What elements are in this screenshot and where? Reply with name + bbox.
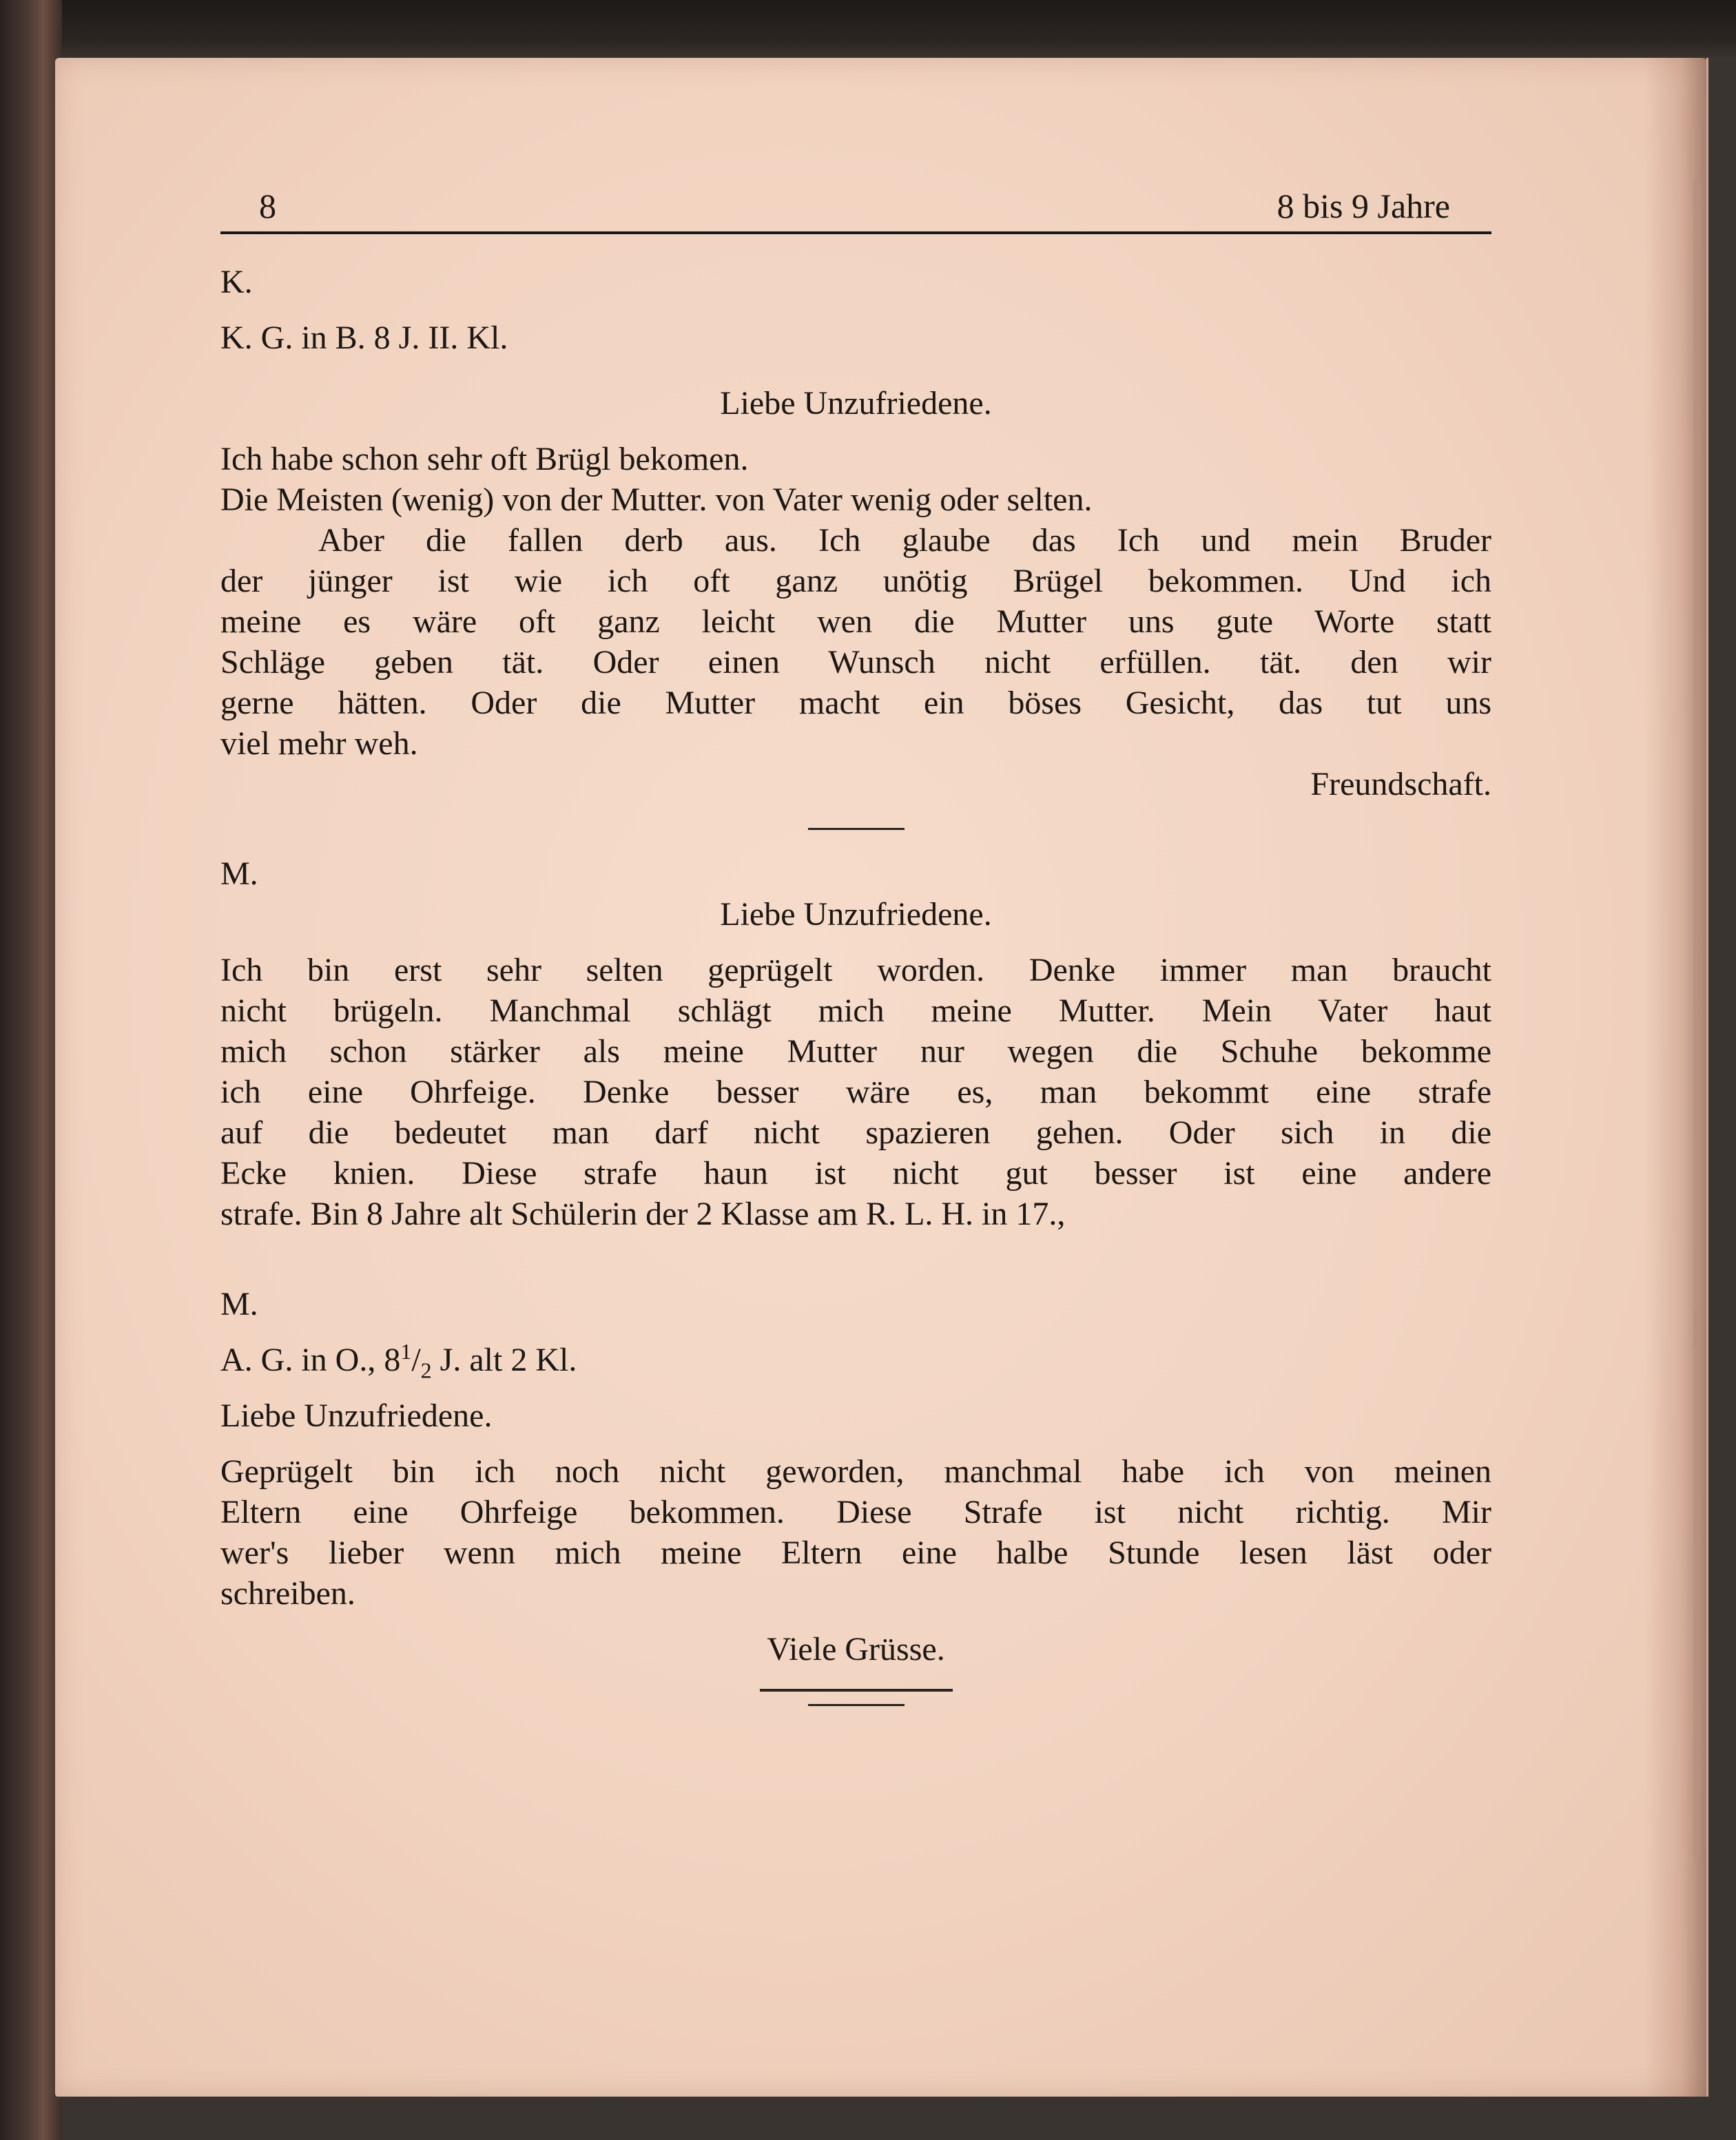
section-title: 8 bis 9 Jahre [1277, 187, 1450, 225]
salutation: Liebe Unzufriedene. [720, 385, 992, 422]
text-line: Aber die fallen derb aus. Ich glaube das Ich und mein Bruder [318, 522, 1491, 559]
text-line: mich schon stärker als meine Mutter nur wegen die Schuhe bekomme [220, 1033, 1491, 1070]
binding-thread-lower [1693, 1309, 1700, 1860]
text-line: wer's lieber wenn mich meine Eltern eine halbe Stunde lesen läst oder [220, 1535, 1491, 1571]
text-line: gerne hätten. Oder die Mutter macht ein böses Gesicht, das tut uns [220, 685, 1491, 721]
text-line: der jünger ist wie ich oft ganz unötig Brügel bekommen. Und ich [220, 563, 1491, 599]
running-head [220, 186, 1491, 227]
text-line: schreiben. [220, 1575, 355, 1612]
salutation: Liebe Unzufriedene. [720, 896, 992, 933]
page-text [220, 186, 1491, 1706]
letter-entry-2 [220, 853, 1491, 1284]
page-number: 8 [259, 187, 276, 225]
text-line: Ich habe schon sehr oft Brügl bekomen. [220, 441, 749, 477]
text-line: meine es wäre oft ganz leicht wen die Mutter uns gute Worte statt [220, 603, 1491, 640]
text-line: ich eine Ohrfeige. Denke besser wäre es, man bekommt eine strafe [220, 1074, 1491, 1110]
scan-top-edge [0, 0, 1736, 61]
entry-letter: K. [220, 264, 253, 300]
text-line: Schläge geben tät. Oder einen Wunsch nicht erfüllen. tät. den wir [220, 644, 1491, 681]
end-rule [760, 1689, 953, 1692]
text-line: strafe. Bin 8 Jahre alt Schülerin der 2 Klasse am R. L. H. in 17., [220, 1196, 1066, 1232]
text-line: nicht brügeln. Manchmal schlägt mich meine Mutter. Mein Vater haut [220, 993, 1491, 1029]
entry-letter: M. [220, 855, 258, 892]
letter-entry-1 [220, 262, 1491, 830]
text-line: Eltern eine Ohrfeige bekommen. Diese Strafe ist nicht richtig. Mir [220, 1494, 1491, 1530]
letter-entry-3 [220, 1284, 1491, 1706]
end-rule-short [808, 1704, 905, 1706]
text-line: auf die bedeutet man darf nicht spazieren gehen. Oder sich in die [220, 1114, 1491, 1151]
salutation: Liebe Unzufriedene. [220, 1398, 493, 1434]
closing: Freundschaft. [1310, 766, 1491, 802]
author-line: K. G. in B. 8 J. II. Kl. [220, 320, 508, 356]
text-line: Ecke knien. Diese strafe haun ist nicht gut besser ist eine andere [220, 1155, 1491, 1192]
author-line: A. G. in O., $8^1/_2$ J. alt 2 Kl. [220, 1339, 577, 1383]
binding-thread [1693, 179, 1700, 1350]
header-rule [220, 231, 1491, 234]
closing: Viele Grüsse. [767, 1631, 945, 1668]
text-line: Die Meisten (wenig) von der Mutter. von Vater wenig oder selten. [220, 481, 1093, 518]
text-line: Geprügelt bin ich noch nicht geworden, manchmal habe ich von meinen [220, 1453, 1491, 1490]
book-spine [0, 0, 62, 2140]
separator-rule [808, 828, 905, 830]
entry-letter: M. [220, 1286, 258, 1322]
text-line: viel mehr weh. [220, 725, 418, 762]
text-line: Ich bin erst sehr selten geprügelt worden. Denke immer man braucht [220, 952, 1491, 988]
